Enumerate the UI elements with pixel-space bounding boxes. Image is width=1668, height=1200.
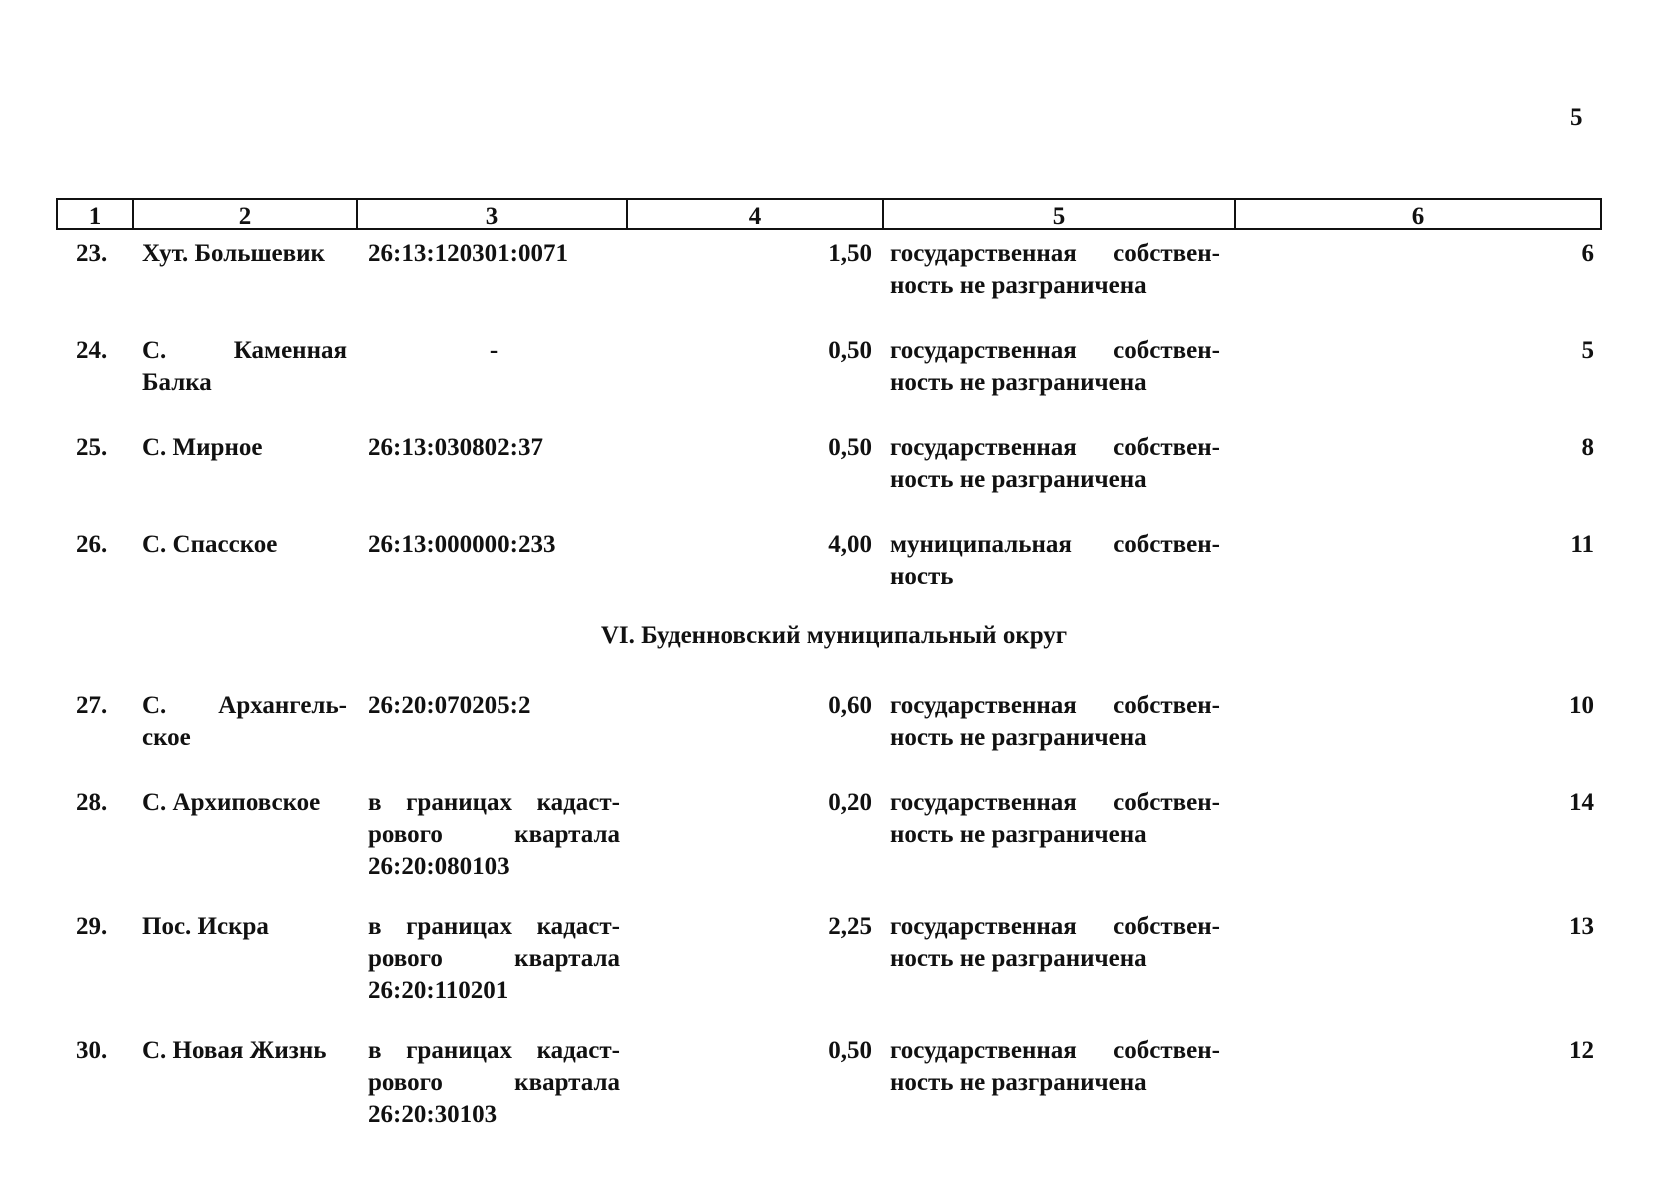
section-title: VI. Буденновский муниципальный округ (600, 622, 1068, 649)
place-name: Пос. Искра (142, 913, 269, 940)
cadastral-number: в границах кадаст- рового квартала 26:20:080103 (368, 789, 620, 880)
row-number: 28. (76, 789, 108, 816)
row-number: 29. (76, 913, 108, 940)
row-number: 26. (76, 531, 108, 558)
count-value: 8 (1581, 434, 1594, 461)
count-value: 11 (1570, 531, 1594, 558)
area-value: 0,50 (828, 434, 872, 461)
cadastral-number: 26:13:000000:233 (368, 531, 556, 558)
count-value: 6 (1581, 240, 1594, 267)
count-value: 10 (1569, 692, 1594, 719)
ownership-type: муниципальная собствен- ность (890, 531, 1220, 590)
place-name: С. Спасское (142, 531, 278, 558)
cadastral-number: - (489, 337, 499, 364)
ownership-type: государственная собствен- ность не разграничена (890, 337, 1220, 396)
cadastral-number: в границах кадаст- рового квартала 26:20:30103 (368, 1037, 620, 1128)
count-value: 13 (1569, 913, 1594, 940)
header-col-2: 2 (134, 200, 358, 228)
area-value: 4,00 (828, 531, 872, 558)
ownership-type: государственная собствен- ность не разграничена (890, 913, 1220, 972)
ownership-type: государственная собствен- ность не разграничена (890, 434, 1220, 493)
area-value: 0,50 (828, 1037, 872, 1064)
area-value: 2,25 (828, 913, 872, 940)
row-number: 30. (76, 1037, 108, 1064)
place-name: С. Новая Жизнь (142, 1037, 327, 1064)
row-number: 27. (76, 692, 108, 719)
header-col-5: 5 (884, 200, 1236, 228)
ownership-type: государственная собствен- ность не разграничена (890, 1037, 1220, 1096)
place-name: С. Каменная Балка (142, 337, 347, 396)
header-col-3: 3 (358, 200, 628, 228)
ownership-type: государственная собствен- ность не разграничена (890, 240, 1220, 299)
page-number: 5 (1570, 104, 1583, 131)
count-value: 14 (1569, 789, 1594, 816)
row-number: 23. (76, 240, 108, 267)
place-name: С. Архиповское (142, 789, 321, 816)
place-name: С. Архангель- ское (142, 692, 347, 751)
ownership-type: государственная собствен- ность не разграничена (890, 789, 1220, 848)
cadastral-number: 26:13:030802:37 (368, 434, 543, 461)
row-number: 24. (76, 337, 108, 364)
cadastral-number: 26:13:120301:0071 (368, 240, 568, 267)
count-value: 12 (1569, 1037, 1594, 1064)
row-number: 25. (76, 434, 108, 461)
area-value: 0,60 (828, 692, 872, 719)
area-value: 0,50 (828, 337, 872, 364)
ownership-type: государственная собствен- ность не разграничена (890, 692, 1220, 751)
count-value: 5 (1581, 337, 1594, 364)
area-value: 0,20 (828, 789, 872, 816)
place-name: Хут. Большевик (142, 240, 325, 267)
header-col-1: 1 (58, 200, 134, 228)
cadastral-number: в границах кадаст- рового квартала 26:20:110201 (368, 913, 620, 1004)
area-value: 1,50 (828, 240, 872, 267)
header-col-4: 4 (628, 200, 884, 228)
header-col-6: 6 (1411, 203, 1425, 230)
table-header (56, 198, 1602, 230)
place-name: С. Мирное (142, 434, 263, 461)
cadastral-number: 26:20:070205:2 (368, 692, 531, 719)
